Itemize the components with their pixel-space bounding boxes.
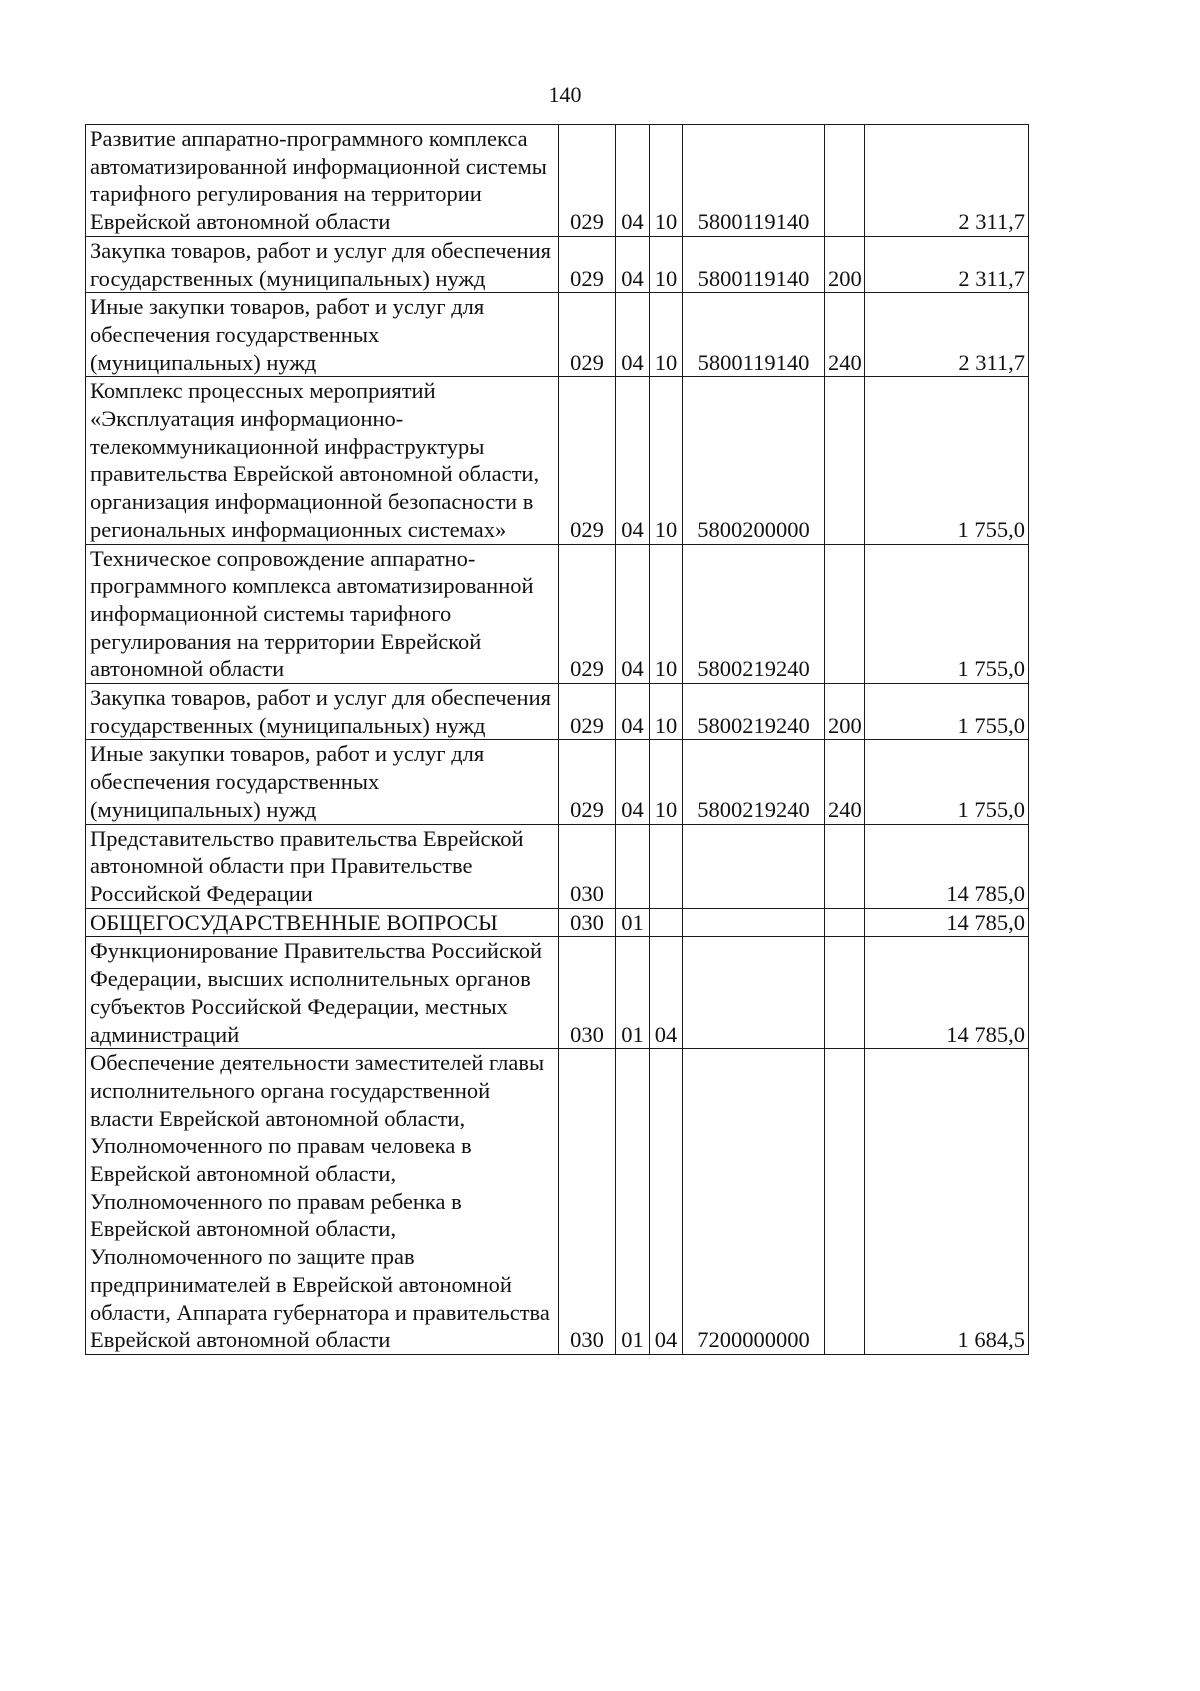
row-ved: 030 (559, 937, 616, 1049)
table-row (86, 1049, 1029, 1355)
row-sum: 1 755,0 (865, 377, 1029, 544)
row-vr (825, 824, 865, 908)
table-row (86, 908, 1029, 937)
row-pr (650, 824, 683, 908)
row-sum: 2 311,7 (865, 236, 1029, 292)
row-vr (825, 377, 865, 544)
row-pr: 10 (650, 293, 683, 377)
row-ved: 029 (559, 293, 616, 377)
row-ved: 029 (559, 125, 616, 237)
row-name: Иные закупки товаров, работ и услуг для обеспечения государственных (муниципальных) нужд (86, 293, 559, 377)
table-row (86, 740, 1029, 824)
row-rz: 04 (616, 377, 650, 544)
row-rz: 01 (616, 908, 650, 937)
row-sum: 1 755,0 (865, 740, 1029, 824)
row-vr (825, 125, 865, 237)
row-vr: 200 (825, 236, 865, 292)
row-pr (650, 908, 683, 937)
row-vr (825, 1049, 865, 1355)
row-sum: 14 785,0 (865, 824, 1029, 908)
table-row (86, 236, 1029, 292)
row-ved: 030 (559, 1049, 616, 1355)
row-ved: 029 (559, 236, 616, 292)
row-sum: 1 755,0 (865, 544, 1029, 684)
row-csr: 5800200000 (683, 377, 825, 544)
row-csr: 5800219240 (683, 740, 825, 824)
row-csr: 5800219240 (683, 544, 825, 684)
row-rz: 04 (616, 293, 650, 377)
row-sum: 14 785,0 (865, 937, 1029, 1049)
row-name: Иные закупки товаров, работ и услуг для обеспечения государственных (муниципальных) нужд (86, 740, 559, 824)
row-name: Техническое сопровождение аппаратно-программного комплекса автоматизированной информационной системы тарифного регулирования на территории Еврейской автономной области (86, 544, 559, 684)
row-ved: 029 (559, 740, 616, 824)
row-csr: 7200000000 (683, 1049, 825, 1355)
row-csr: 5800119140 (683, 236, 825, 292)
row-rz: 04 (616, 740, 650, 824)
row-rz: 04 (616, 236, 650, 292)
row-csr: 5800119140 (683, 293, 825, 377)
row-name: Развитие аппаратно-программного комплекса автоматизированной информационной системы тарифного регулирования на территории Еврейской автономной области (86, 125, 559, 237)
row-name: Обеспечение деятельности заместителей главы исполнительного органа государственной власти Еврейской автономной области, Уполномоченного по правам человека в Еврейской автономной области, Уполномоченного по правам ребенка в Еврейской автономной области, Уполномоченного по защите прав предпринимателей в Еврейской автономной области, Аппарата губернатора и правительства Еврейской автономной области (86, 1049, 559, 1355)
budget-table (85, 124, 1029, 1355)
table-row (86, 377, 1029, 544)
row-ved: 029 (559, 377, 616, 544)
row-pr: 10 (650, 544, 683, 684)
row-csr: 5800219240 (683, 684, 825, 740)
row-rz: 04 (616, 684, 650, 740)
row-name: Функционирование Правительства Российской Федерации, высших исполнительных органов субъектов Российской Федерации, местных администраций (86, 937, 559, 1049)
row-vr (825, 544, 865, 684)
row-ved: 030 (559, 908, 616, 937)
row-pr: 10 (650, 740, 683, 824)
row-rz: 04 (616, 125, 650, 237)
row-pr: 10 (650, 684, 683, 740)
row-rz: 01 (616, 1049, 650, 1355)
row-csr: 5800119140 (683, 125, 825, 237)
table-row (86, 544, 1029, 684)
row-sum: 1 684,5 (865, 1049, 1029, 1355)
row-ved: 029 (559, 544, 616, 684)
row-sum: 2 311,7 (865, 125, 1029, 237)
row-name: Комплекс процессных мероприятий «Эксплуатация информационно-телекоммуникационной инфраструктуры правительства Еврейской автономной области, организация информационной безопасности в региональных информационных системах» (86, 377, 559, 544)
row-rz: 01 (616, 937, 650, 1049)
row-sum: 14 785,0 (865, 908, 1029, 937)
row-vr: 200 (825, 684, 865, 740)
row-name: Представительство правительства Еврейской автономной области при Правительстве Российской Федерации (86, 824, 559, 908)
row-name: Закупка товаров, работ и услуг для обеспечения государственных (муниципальных) нужд (86, 236, 559, 292)
row-pr: 10 (650, 236, 683, 292)
row-ved: 029 (559, 684, 616, 740)
table-row (86, 824, 1029, 908)
row-name: Закупка товаров, работ и услуг для обеспечения государственных (муниципальных) нужд (86, 684, 559, 740)
row-pr: 10 (650, 377, 683, 544)
table-row (86, 125, 1029, 237)
table-row (86, 293, 1029, 377)
row-csr (683, 824, 825, 908)
row-name: ОБЩЕГОСУДАРСТВЕННЫЕ ВОПРОСЫ (86, 908, 559, 937)
row-csr (683, 908, 825, 937)
row-rz (616, 824, 650, 908)
row-csr (683, 937, 825, 1049)
row-sum: 2 311,7 (865, 293, 1029, 377)
row-ved: 030 (559, 824, 616, 908)
row-vr: 240 (825, 740, 865, 824)
row-pr: 10 (650, 125, 683, 237)
row-vr (825, 908, 865, 937)
page-number: 140 (548, 82, 582, 107)
row-vr: 240 (825, 293, 865, 377)
row-vr (825, 937, 865, 1049)
row-pr: 04 (650, 1049, 683, 1355)
table-row (86, 937, 1029, 1049)
row-rz: 04 (616, 544, 650, 684)
budget-table-body (86, 125, 1029, 1355)
row-sum: 1 755,0 (865, 684, 1029, 740)
row-pr: 04 (650, 937, 683, 1049)
table-row (86, 684, 1029, 740)
